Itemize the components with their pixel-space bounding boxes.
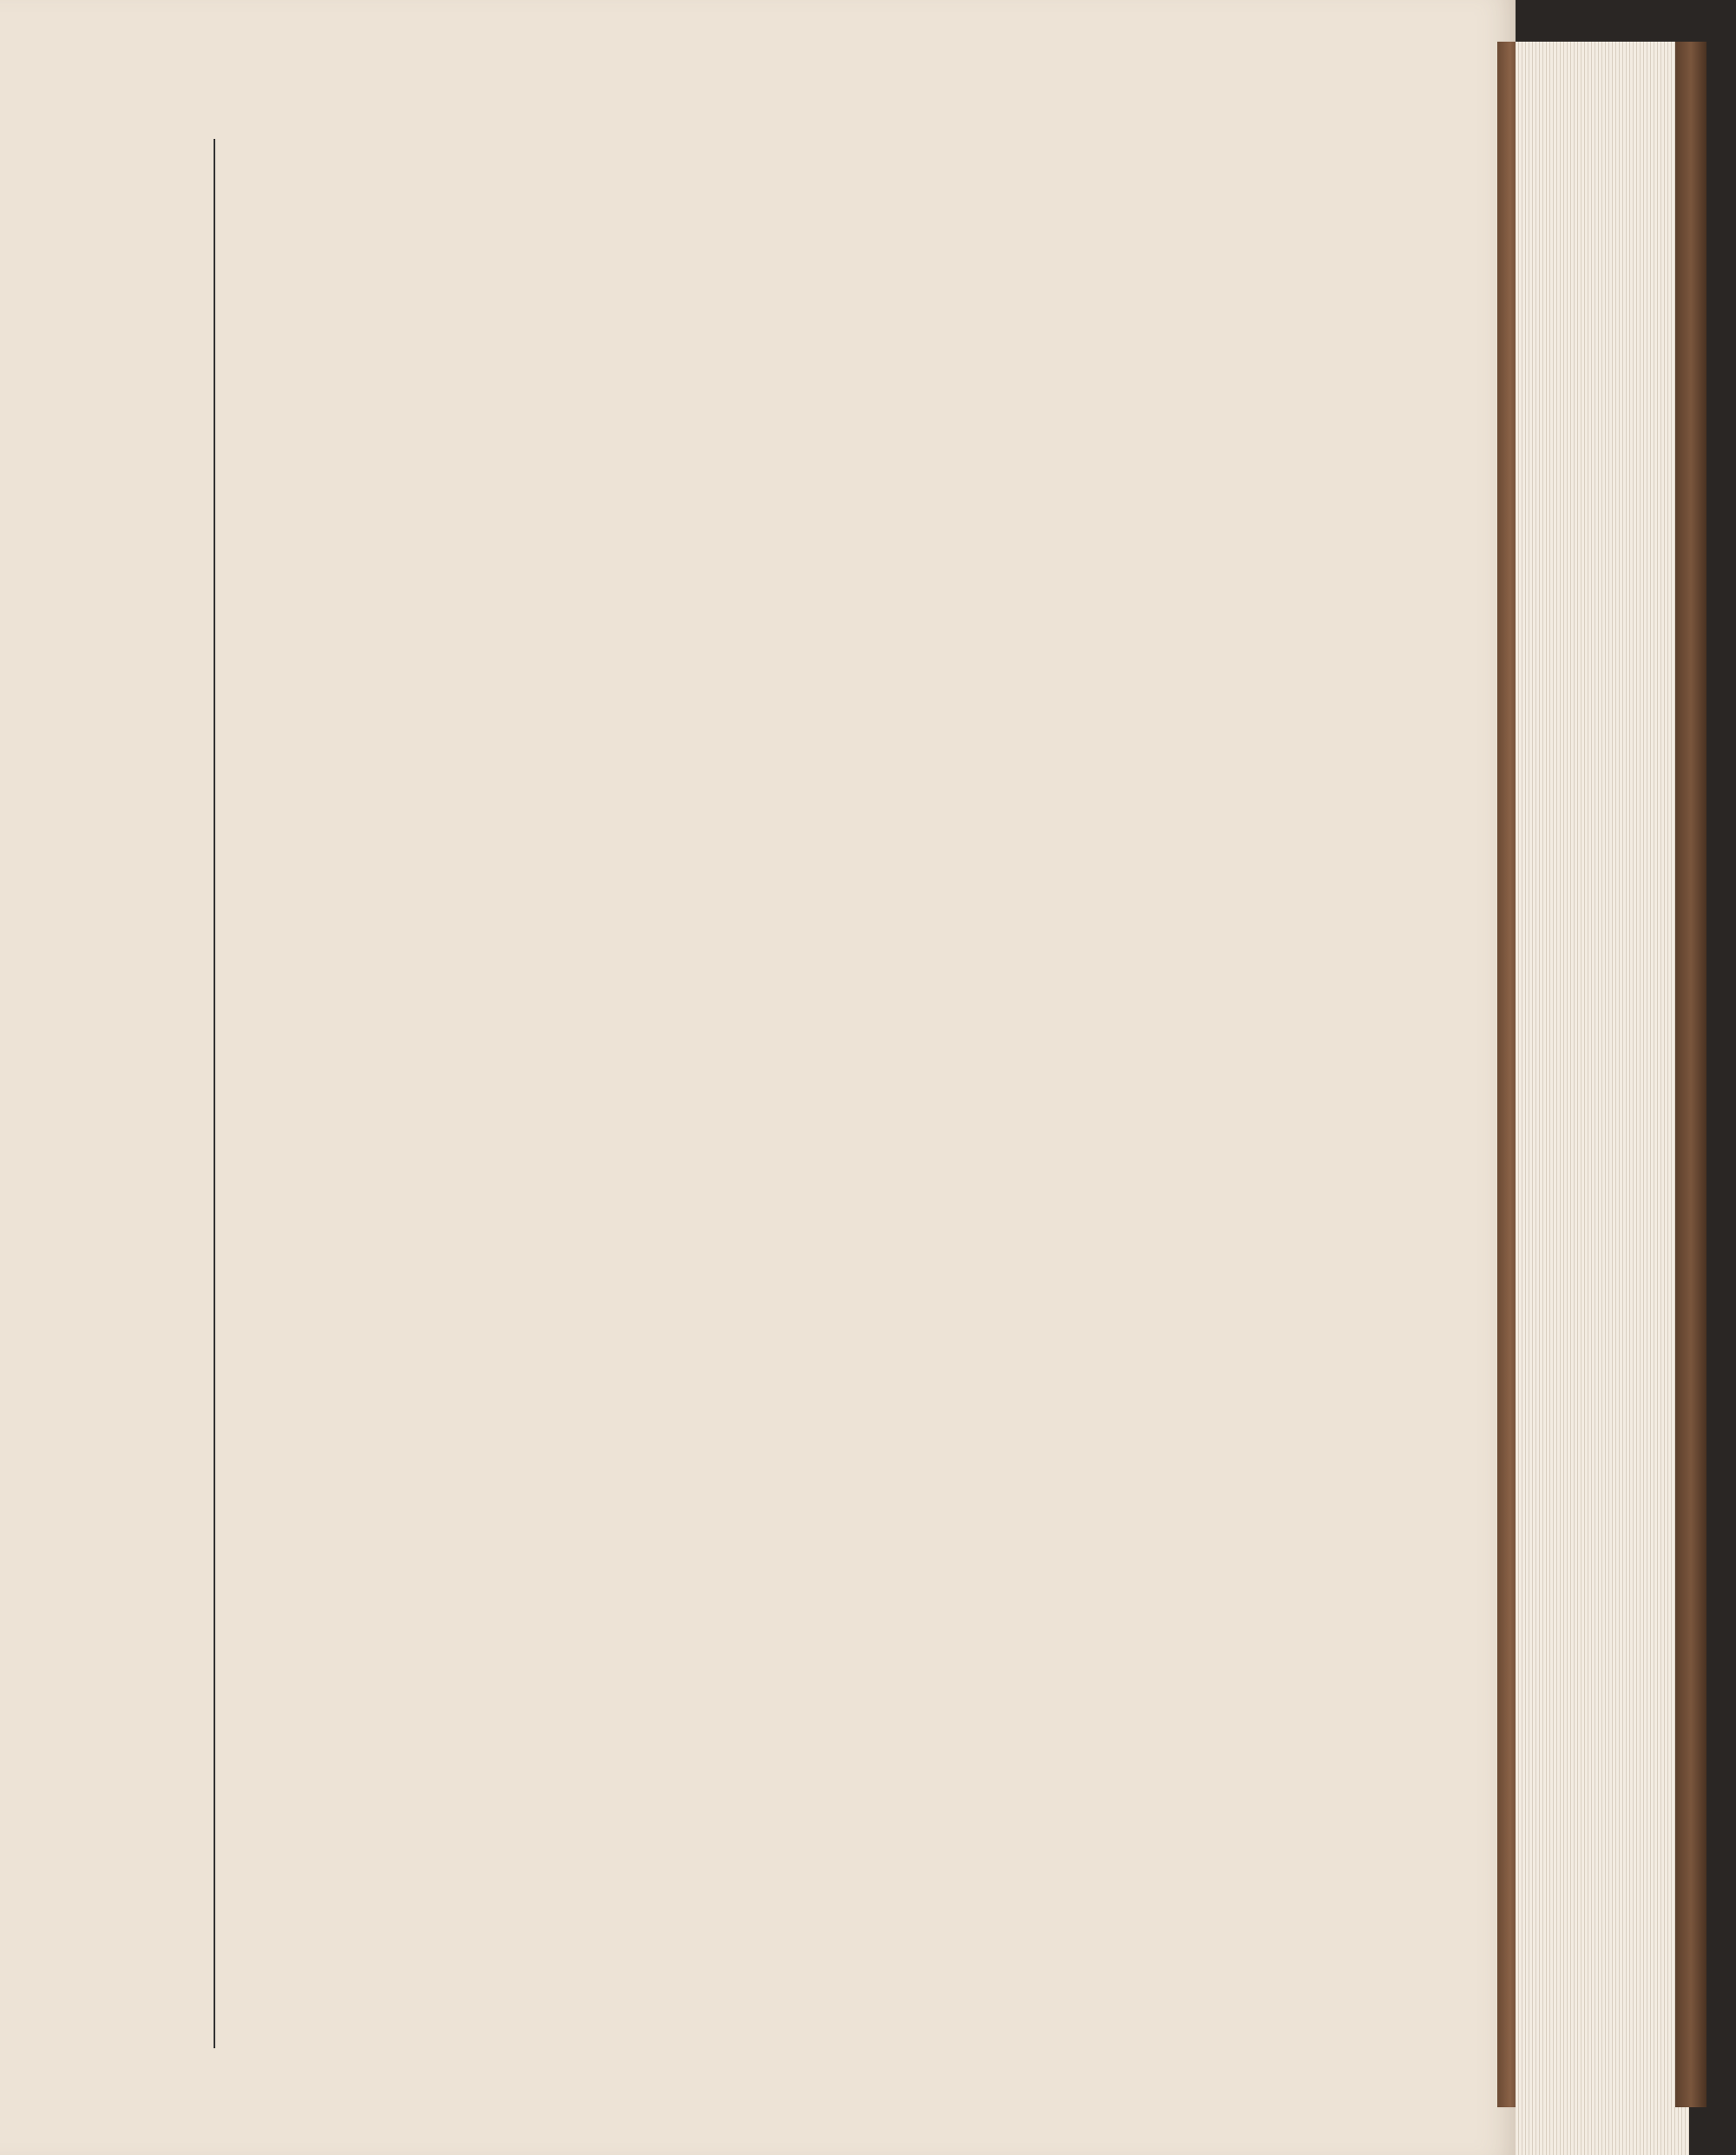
column-header-row xyxy=(193,139,215,2048)
page-edges xyxy=(1516,42,1689,2155)
book-cover-edge xyxy=(1675,42,1706,2107)
rotated-table xyxy=(141,139,1391,2048)
